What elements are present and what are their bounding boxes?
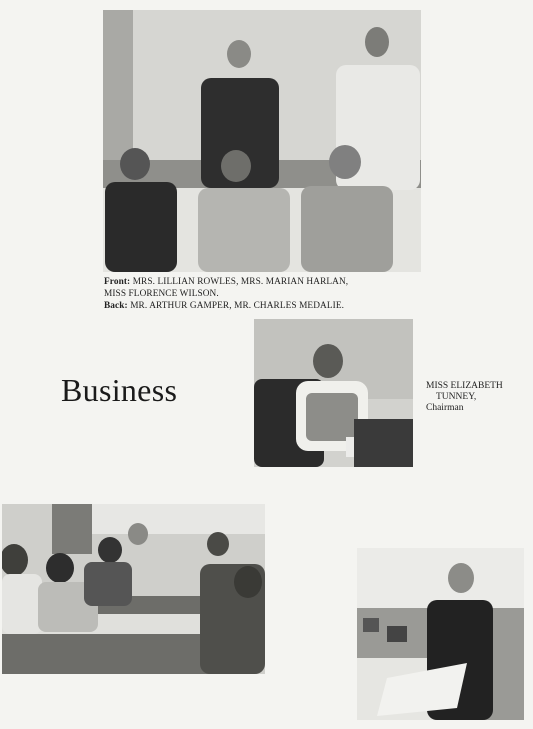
- front-names-line1: MRS. LILLIAN ROWLES, MRS. MARIAN HARLAN,: [132, 277, 349, 287]
- faculty-caption-front: [104, 276, 348, 288]
- classroom-photo: [2, 504, 265, 674]
- front-names-line2: MISS FLORENCE WILSON.: [104, 289, 219, 299]
- faculty-caption: [104, 276, 348, 312]
- chairman-caption-line2: TUNNEY,: [436, 392, 477, 402]
- chairman-photo: [254, 319, 413, 467]
- chairman-caption-line3: Chairman: [426, 403, 464, 413]
- chairman-caption: [426, 381, 503, 414]
- faculty-caption-back: [104, 300, 348, 312]
- typing-class-photo: [357, 548, 524, 720]
- chairman-caption-line1: MISS ELIZABETH: [426, 381, 503, 391]
- front-label: Front:: [104, 277, 131, 287]
- back-names: MR. ARTHUR GAMPER, MR. CHARLES MEDALIE.: [130, 301, 345, 311]
- section-title: Business: [61, 372, 178, 408]
- faculty-group-photo: [103, 10, 421, 272]
- back-label: Back:: [104, 301, 128, 311]
